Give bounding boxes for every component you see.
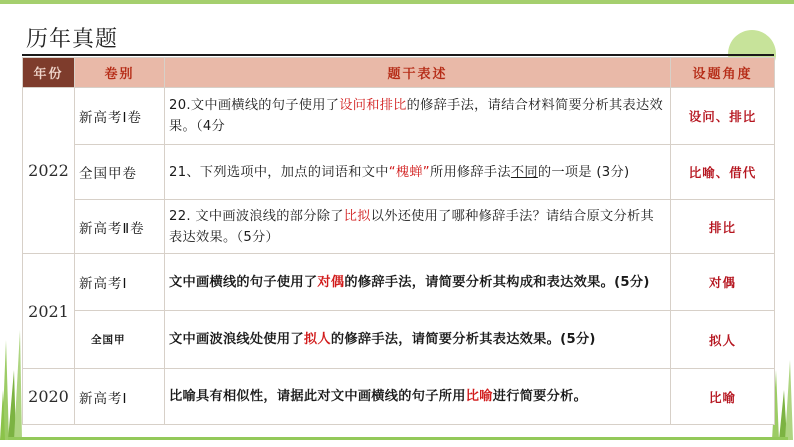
paper-cell: 新高考Ⅰ卷: [75, 88, 165, 145]
desc-cell: 21、下列选项中，加点的词语和文中“槐蝉”所用修辞手法不同的一项是 (3分): [165, 145, 671, 200]
angle-cell: 排比: [671, 200, 775, 254]
table-row: [23, 200, 775, 254]
desc-cell: 20.文中画横线的句子使用了设问和排比的修辞手法，请结合材料简要分析其表达效果。（4分: [165, 88, 671, 145]
paper-cell: 全国甲卷: [75, 145, 165, 200]
paper-cell: 新高考Ⅰ: [75, 369, 165, 425]
year-cell: 2020: [23, 369, 75, 425]
angle-cell: 比喻: [671, 369, 775, 425]
header-desc: 题干表述: [165, 58, 671, 88]
angle-cell: 拟人: [671, 311, 775, 369]
paper-cell: 新高考Ⅰ: [75, 254, 165, 311]
table-row: [23, 145, 775, 200]
desc-cell: 文中画横线的句子使用了对偶的修辞手法，请简要分析其构成和表达效果。(5分): [165, 254, 671, 311]
bottom-accent-line: [8, 437, 788, 440]
title-divider: [22, 54, 774, 56]
year-cell: 2022: [23, 88, 75, 254]
angle-cell: 对偶: [671, 254, 775, 311]
angle-cell: 设问、排比: [671, 88, 775, 145]
header-year: 年份: [23, 58, 75, 88]
table-row: [23, 369, 775, 425]
desc-cell: 比喻具有相似性，请据此对文中画横线的句子所用比喻进行简要分析。: [165, 369, 671, 425]
header-angle: 设题角度: [671, 58, 775, 88]
exam-table: [22, 57, 775, 425]
paper-cell: 全国甲: [75, 311, 165, 369]
paper-cell: 新高考Ⅱ卷: [75, 200, 165, 254]
table-row: [23, 88, 775, 145]
table-row: [23, 254, 775, 311]
angle-cell: 比喻、借代: [671, 145, 775, 200]
header-paper: 卷别: [75, 58, 165, 88]
table-row: [23, 311, 775, 369]
top-accent-bar: [0, 0, 794, 4]
year-cell: 2021: [23, 254, 75, 369]
page-title: 历年真题: [26, 27, 119, 52]
table-header-row: [23, 58, 775, 88]
desc-cell: 文中画波浪线处使用了拟人的修辞手法，请简要分析其表达效果。(5分): [165, 311, 671, 369]
desc-cell: 22. 文中画波浪线的部分除了比拟以外还使用了哪种修辞手法？请结合原文分析其表达效果。（5分）: [165, 200, 671, 254]
